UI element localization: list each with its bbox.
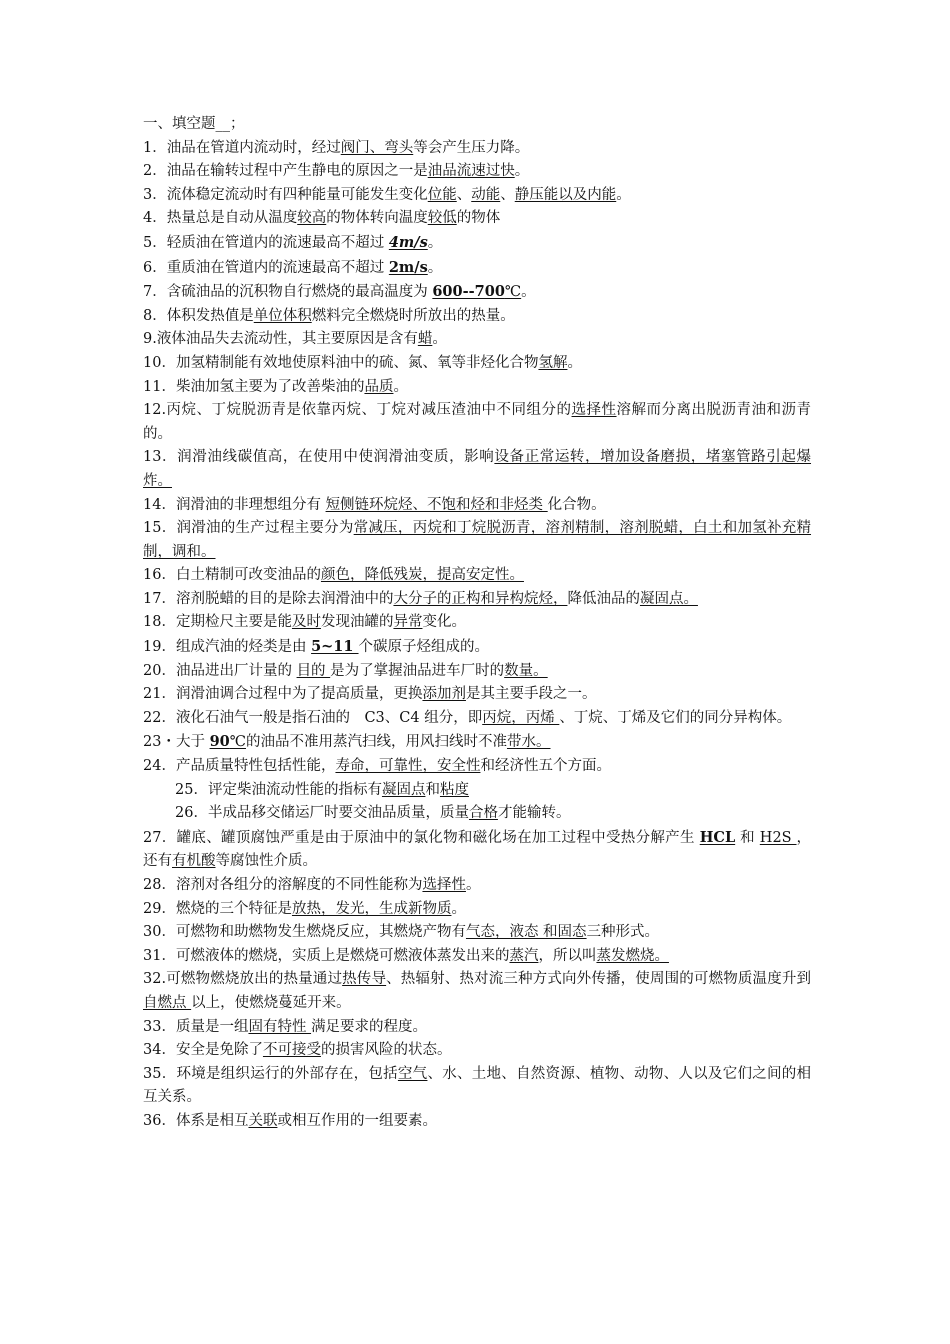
text-segment: 30．	[143, 924, 176, 941]
text-segment: 三种形式。	[586, 924, 660, 941]
text-segment: 润滑油的生产过程主要分为	[176, 520, 354, 537]
text-segment: 14．	[143, 496, 176, 513]
text-segment: 变化。	[422, 614, 466, 631]
text-segment: 28．	[143, 877, 176, 893]
text-segment: 的油品不准用蒸汽扫线，用风扫线时不准	[245, 734, 507, 751]
answer: 位能	[427, 186, 457, 203]
text-segment: 26．	[175, 805, 208, 822]
question-25	[143, 779, 811, 803]
answer: 设备正常运转，增加设备磨损，堵塞管路引起爆炸。	[143, 449, 812, 489]
text-segment: 34．	[143, 1042, 176, 1059]
answer: 阀门、弯头	[340, 139, 414, 156]
text-segment: __	[215, 116, 230, 132]
question-3	[143, 184, 811, 208]
text-segment: 和	[735, 829, 760, 846]
text-segment: 含硫油品的沉积物自行燃烧的最高温度为	[166, 284, 433, 301]
text-segment: 600--700	[432, 283, 505, 301]
answer: 大分子的正构和异构烷烃，	[393, 590, 568, 607]
answer: 添加剂	[422, 686, 466, 703]
text-segment: 1．	[143, 139, 167, 156]
text-segment: 溶解而分离出脱沥青油和沥青的。	[143, 402, 812, 442]
text-segment: ，所以叫	[538, 947, 597, 964]
text-segment: 10．	[143, 354, 176, 371]
text-segment: 环境是组织运行的外部存在，包括	[176, 1065, 398, 1082]
question-9	[143, 328, 811, 352]
question-19	[143, 635, 811, 660]
question-22	[143, 707, 811, 731]
question-20	[143, 660, 811, 684]
question-16	[143, 564, 811, 588]
text-segment: 8．	[143, 307, 167, 324]
question-4	[143, 207, 811, 231]
text-segment: 润滑油的非理想组分有	[175, 496, 326, 513]
answer: 蜡	[417, 331, 433, 348]
question-8	[143, 305, 811, 329]
answer: 寿命，可靠性，安全性	[335, 758, 481, 775]
text-segment: 。	[427, 234, 443, 251]
question-36	[143, 1110, 811, 1134]
text-segment: 溶剂脱蜡的目的是除去润滑油中的	[175, 590, 394, 607]
text-segment: ，还有	[143, 829, 812, 870]
text-segment: 。	[567, 354, 582, 371]
question-12	[143, 399, 811, 446]
text-segment: 可燃液体的燃烧，实质上是燃烧可燃液体蒸发出来的	[175, 947, 510, 964]
question-5	[143, 231, 811, 256]
text-segment: 降低油品的	[567, 590, 640, 607]
text-segment: 化合物。	[547, 496, 606, 513]
text-segment: 19．	[143, 639, 176, 656]
text-segment: 。	[465, 877, 481, 893]
answer: 关联	[248, 1112, 278, 1129]
answer: 颜色，降低残炭，提高安定性。	[320, 567, 524, 584]
answer: 数量。	[504, 662, 548, 679]
answer: 有机酸	[172, 853, 216, 870]
answer: 2m/s	[388, 258, 428, 276]
question-35	[143, 1063, 811, 1110]
text-segment: 或相互作用的一组要素。	[277, 1112, 437, 1129]
text-segment: 9.	[143, 331, 157, 348]
text-segment: 。	[514, 163, 530, 180]
text-segment: 21．	[143, 686, 176, 703]
text-segment: 27．	[143, 829, 177, 846]
answer: 丙烷，丙烯	[482, 709, 560, 726]
question-2	[143, 160, 811, 184]
question-15	[143, 517, 811, 564]
text-segment: 安全是免除了	[175, 1042, 263, 1059]
answer: 热传导	[342, 971, 387, 988]
text-segment: 质量是一组	[175, 1018, 249, 1035]
text-segment: 油品在输转过程中产生静电的原因之一是	[166, 163, 428, 180]
text-segment: 满足要求的程度。	[311, 1018, 428, 1035]
text-segment: 20．	[143, 662, 176, 679]
answer: 短侧链环烷烃、不饱和烃和非烃类	[325, 496, 548, 513]
text-segment: 25．	[175, 781, 208, 798]
question-10	[143, 352, 811, 376]
text-segment: 轻质油在管道内的流速最高不超过	[166, 234, 389, 251]
text-segment: 。	[393, 378, 408, 395]
section-heading	[143, 113, 811, 137]
text-segment: 23・	[143, 734, 176, 751]
text-segment: 和	[425, 781, 440, 798]
text-segment: 溶剂对各组分的溶解度的不同性能称为	[175, 877, 423, 893]
text-segment: ℃	[229, 734, 246, 751]
answer: 5~11	[311, 638, 359, 656]
answer: HCL	[699, 828, 736, 846]
text-segment: ；	[230, 116, 245, 132]
question-14	[143, 494, 811, 518]
text-segment: 36．	[143, 1112, 176, 1129]
text-segment: 。	[427, 259, 443, 276]
answer: 异常	[393, 614, 423, 631]
answer: 合格	[468, 805, 498, 822]
answer: 较低	[427, 210, 457, 227]
text-segment: 33．	[143, 1018, 176, 1035]
text-segment: 才能输转。	[497, 805, 571, 822]
question-30	[143, 921, 811, 945]
text-segment: 5．	[143, 234, 167, 251]
text-segment: 发现油罐的	[320, 614, 394, 631]
text-segment: 半成品移交储运厂时要交油品质量，质量	[207, 805, 469, 822]
text-segment: 丙烷、丁烷脱沥青是依靠丙烷、丁烷对减压渣油中不同组分的	[166, 402, 572, 419]
answer: 及时	[291, 614, 321, 631]
text-segment: 35．	[143, 1065, 177, 1082]
text-segment: 和经济性五个方面。	[480, 758, 611, 775]
answer: 静压能以及内能	[514, 186, 617, 203]
text-segment: 重质油在管道内的流速最高不超过	[166, 259, 389, 276]
text-segment: 可燃物燃烧放出的热量通过	[166, 971, 343, 988]
text-segment: 润滑油调合过程中为了提高质量，更换	[175, 686, 423, 703]
text-segment: 加氢精制能有效地使原料油中的硫、氮、氧等非烃化合物	[175, 354, 539, 371]
text-segment: 6．	[143, 259, 167, 276]
question-34	[143, 1039, 811, 1063]
text-segment: 、热辐射、热对流三种方式向外传播，使周围的可燃物质温度升到	[386, 971, 812, 988]
answer	[432, 284, 521, 300]
answer: 蒸发燃烧。	[596, 947, 669, 964]
text-segment: 的物体	[456, 210, 501, 227]
text-segment: 13．	[143, 449, 178, 466]
text-segment: 4．	[143, 210, 167, 227]
answer: 油品流速过快	[427, 163, 515, 180]
text-segment: 是其主要手段之一。	[465, 686, 597, 703]
text-segment: 润滑油线碳值高，在使用中使润滑油变质，影响	[177, 449, 495, 466]
text-segment: ℃	[504, 284, 522, 301]
question-32	[143, 968, 811, 1015]
text-segment: 油品进出厂计量的	[175, 662, 297, 679]
answer: 凝固点	[381, 781, 426, 798]
text-segment: 热量总是自动从温度	[166, 210, 298, 227]
text-segment: 的损害风险的状态。	[320, 1042, 452, 1059]
text-segment: 是为了掌握油品进车厂时的	[330, 662, 505, 679]
text-segment: 燃料完全燃烧时所放出的热量。	[311, 307, 515, 324]
text-segment: 一、填空题	[143, 116, 216, 132]
question-18	[143, 611, 811, 635]
text-segment: 12.	[143, 402, 167, 419]
answer: 较高	[297, 210, 327, 227]
text-segment: 。	[616, 186, 631, 203]
answer: 常减压，丙烷和丁烷脱沥青，溶剂精制，溶剂脱蜡，白土和加氢补充精制，调和。	[143, 520, 812, 560]
answer: 粘度	[439, 781, 469, 798]
answer: 不可接受	[262, 1042, 321, 1059]
question-21	[143, 683, 811, 707]
text-segment: 罐底、罐顶腐蚀严重是由于原油中的氯化物和磁化场在加工过程中受热分解产生	[176, 829, 700, 846]
answer: 选择性	[422, 877, 466, 893]
text-segment: 组成汽油的烃类是由	[175, 639, 312, 656]
text-segment: 燃烧的三个特征是	[175, 900, 292, 917]
question-31	[143, 945, 811, 969]
text-segment: 29．	[143, 900, 176, 917]
text-segment: 等腐蚀性介质。	[215, 853, 317, 870]
text-segment: 体系是相互	[175, 1112, 249, 1129]
text-segment: 7．	[143, 284, 167, 301]
question-29	[143, 898, 811, 922]
text-segment: 24．	[143, 758, 176, 775]
question-28	[143, 874, 811, 898]
text-segment: 。	[451, 900, 466, 917]
text-segment: 16．	[143, 567, 176, 584]
text-segment: 柴油加氢主要为了改善柴油的	[175, 378, 365, 395]
text-segment: 液体油品失去流动性，其主要原因是含有	[156, 331, 418, 348]
answer: 固有特性	[248, 1018, 312, 1035]
text-segment: 、水、土地、自然资源、植物、动物、人以及它们之间的相互关系。	[143, 1065, 812, 1106]
text-segment: 等会产生压力降。	[413, 139, 530, 156]
answer: 空气	[397, 1065, 428, 1082]
answer: 带水。	[506, 734, 551, 751]
text-segment: 11．	[143, 378, 176, 395]
answer: 蒸汽	[509, 947, 539, 964]
text-segment: 、	[456, 186, 472, 203]
text-segment: 22．	[143, 709, 176, 726]
question-7	[143, 280, 811, 305]
answer: 凝固点。	[639, 590, 698, 607]
answer: 单位体积	[253, 307, 312, 324]
text-segment: 个碳原子烃组成的。	[358, 639, 490, 656]
question-24	[143, 755, 811, 779]
question-13	[143, 446, 811, 493]
text-segment: 液化石油气一般是指石油的 C3、C4 组分，即	[175, 709, 483, 726]
question-27	[143, 826, 811, 874]
text-segment: 31．	[143, 947, 176, 964]
text-segment: 15．	[143, 520, 177, 537]
answer: 气态，液态 和固态	[465, 924, 587, 941]
answer: 动能	[471, 186, 501, 203]
answer: 选择性	[571, 402, 617, 419]
answer: 氢解	[538, 354, 568, 371]
answer: 4m/s	[388, 233, 428, 251]
text-segment: 定期检尺主要是能	[175, 614, 292, 631]
text-segment: 32.	[143, 971, 167, 988]
text-segment: 的物体转向温度	[326, 210, 428, 227]
question-33	[143, 1016, 811, 1040]
question-26	[143, 802, 811, 826]
text-segment: 。	[521, 284, 536, 301]
question-1	[143, 137, 811, 161]
text-segment: 18．	[143, 614, 176, 631]
answer	[210, 734, 246, 750]
text-segment: 。	[432, 331, 447, 348]
text-segment: 2．	[143, 163, 167, 180]
text-segment: 白土精制可改变油品的	[175, 567, 321, 584]
answer: 放热，发光，生成新物质	[291, 900, 452, 917]
answer: 自燃点	[143, 994, 192, 1011]
text-segment: 可燃物和助燃物发生燃烧反应，其燃烧产物有	[175, 924, 466, 941]
answer: H2S	[759, 829, 797, 846]
answer: 目的	[296, 662, 331, 679]
text-segment: 以上，使燃烧蔓延开来。	[191, 994, 351, 1011]
text-segment: 、丁烷、丁烯及它们的同分异构体。	[559, 709, 792, 726]
text-segment: 、	[500, 186, 515, 203]
text-segment: 90	[209, 733, 230, 751]
question-23	[143, 730, 811, 755]
text-segment: 油品在管道内流动时，经过	[166, 139, 341, 156]
text-segment: 17．	[143, 590, 176, 607]
document-body	[143, 113, 811, 1134]
answer: 品质	[364, 378, 394, 395]
question-17	[143, 588, 811, 612]
question-11	[143, 376, 811, 400]
text-segment: 3．	[143, 186, 167, 203]
text-segment: 体积发热值是	[166, 307, 254, 324]
text-segment: 流体稳定流动时有四种能量可能发生变化	[166, 186, 428, 203]
text-segment: 产品质量特性包括性能，	[175, 758, 336, 775]
question-6	[143, 256, 811, 281]
text-segment: 评定柴油流动性能的指标有	[207, 781, 382, 798]
text-segment: 大于	[175, 734, 210, 751]
